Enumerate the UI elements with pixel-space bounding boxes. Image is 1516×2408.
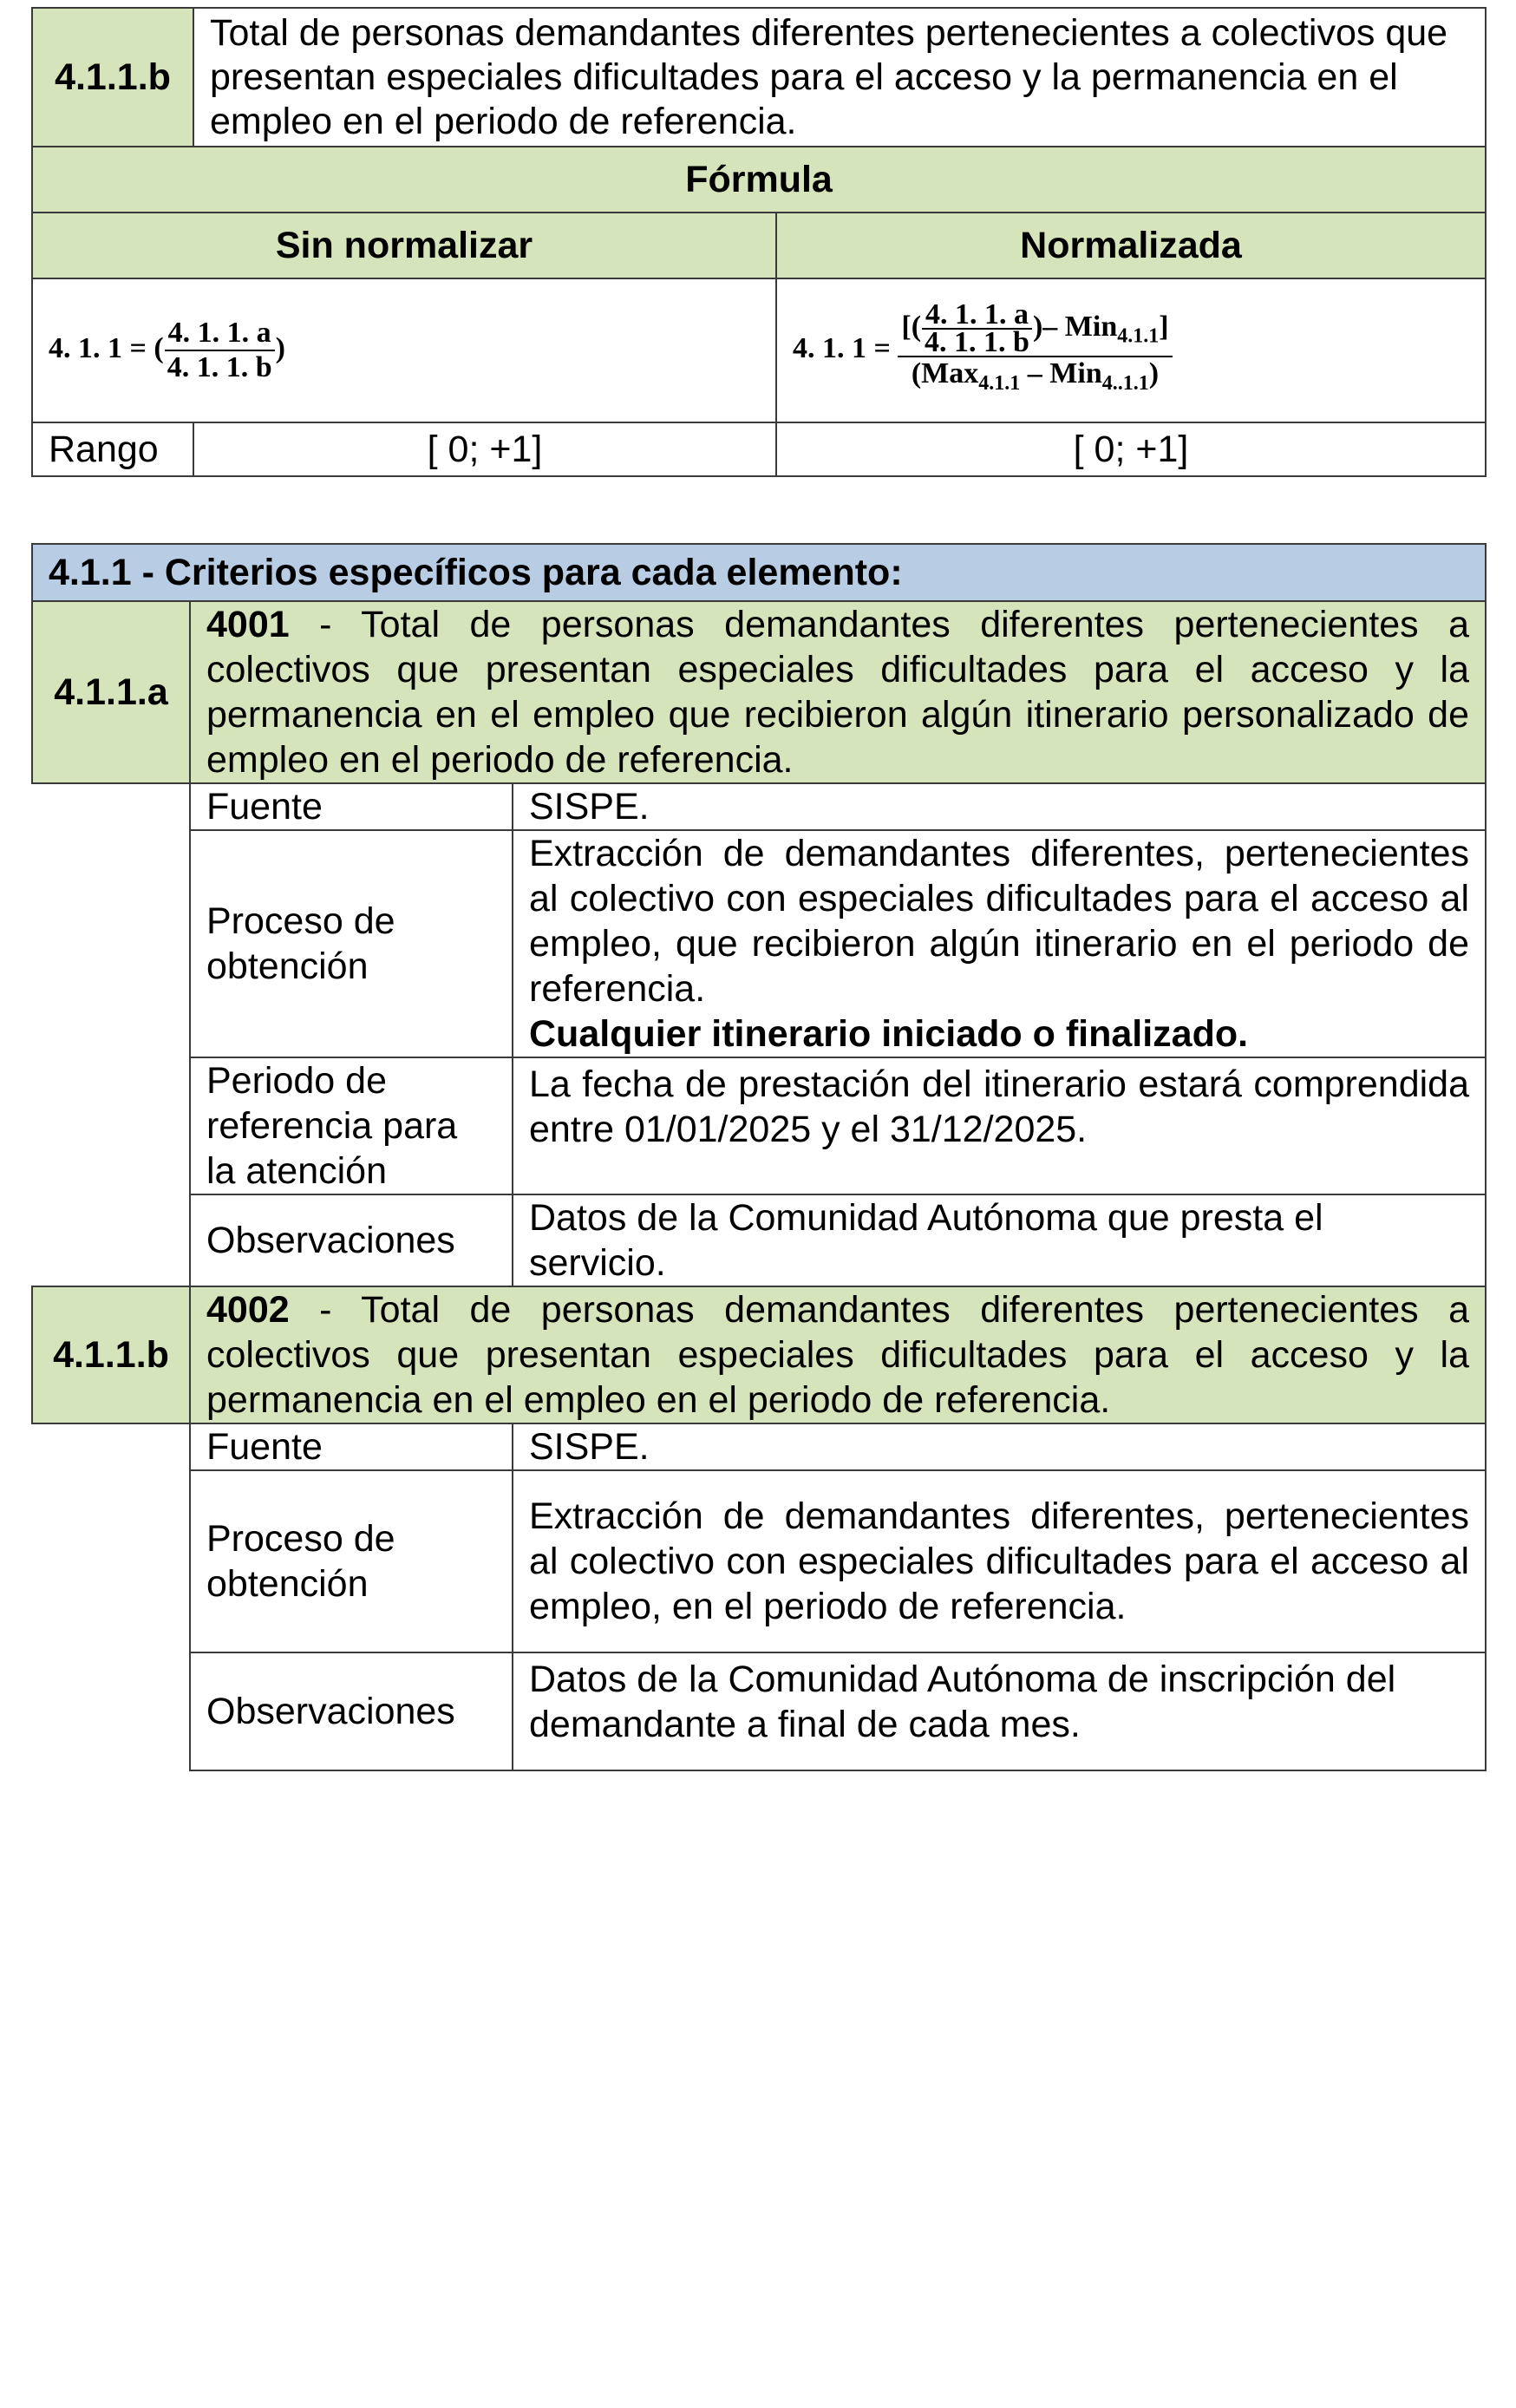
formula-sin-close: ) [275, 331, 285, 364]
fuente-label-a: Fuente [190, 783, 513, 830]
formula-sin-den: 4. 1. 1. b [167, 351, 272, 383]
formula-norm-den-open: (Max [911, 357, 979, 389]
criteria-code-a: 4.1.1.a [32, 601, 190, 783]
spacer [32, 830, 190, 1057]
proceso-value-a [513, 830, 1486, 1057]
formula-norm-den-mid: – Min [1020, 357, 1102, 389]
formula-norm-fraction [898, 298, 1172, 400]
obs-value-b: Datos de la Comunidad Autónoma de inscripción del demandante a final de cada mes. [513, 1652, 1486, 1770]
col-normalizada: Normalizada [776, 213, 1486, 278]
formula-norm-num-sub: 4.1.1 [1117, 324, 1160, 348]
formula-norm-inner-den: 4. 1. 1. b [925, 325, 1029, 358]
proceso-value-b: Extracción de demandantes diferentes, pertenecientes al colectivo con especiales dificultades para el acceso al empleo, en el periodo de referencia. [513, 1470, 1486, 1652]
criteria-table [31, 543, 1487, 1771]
proceso-bold-a: Cualquier itinerario iniciado o finalizado. [529, 1013, 1249, 1055]
rango-normalizada: [ 0; +1] [776, 422, 1486, 476]
formula-norm-num-end: ] [1159, 310, 1169, 343]
indicator-description: Total de personas demandantes diferentes pertenecientes a colectivos que presentan especiales dificultades para el acceso y la permanencia en el empleo en el periodo de referencia. [193, 8, 1486, 147]
fuente-value-a: SISPE. [513, 783, 1486, 830]
obs-value-a: Datos de la Comunidad Autónoma que presta el servicio. [513, 1194, 1486, 1286]
criteria-id-b: 4002 [206, 1289, 290, 1331]
col-sin-normalizar: Sin normalizar [32, 213, 776, 278]
formula-sin-lhs: 4. 1. 1 = ( [49, 331, 164, 364]
indicator-code: 4.1.1.b [32, 8, 193, 147]
spacer [32, 1470, 190, 1652]
formula-norm-den [908, 357, 1162, 400]
obs-label-b: Observaciones [190, 1652, 513, 1770]
formula-normalizada [776, 278, 1486, 422]
criteria-title-a [190, 601, 1486, 783]
criteria-title-b [190, 1286, 1486, 1423]
rango-label: Rango [32, 422, 193, 476]
spacer [32, 1057, 190, 1194]
formula-sin-fraction [164, 317, 276, 384]
criteria-title-text-a: - Total de personas demandantes diferentes pertenecientes a colectivos que presentan especiales dificultades para el acceso y la permanencia en el empleo que recibieron algún itinerario personalizado de empleo en el periodo de referencia. [206, 604, 1470, 781]
formula-norm-den-sub2: 4..1.1 [1101, 371, 1149, 395]
fuente-label-b: Fuente [190, 1423, 513, 1470]
periodo-value-a: La fecha de prestación del itinerario estará comprendida entre 01/01/2025 y el 31/12/2025. [513, 1057, 1486, 1194]
criteria-code-b: 4.1.1.b [32, 1286, 190, 1423]
formula-norm-inner-num: 4. 1. 1. a [922, 302, 1032, 330]
spacer [32, 1652, 190, 1770]
criteria-title-text-b: - Total de personas demandantes diferentes pertenecientes a colectivos que presentan especiales dificultades para el acceso y la permanencia en el empleo en el periodo de referencia. [206, 1289, 1470, 1421]
formula-norm-num [898, 298, 1172, 358]
formula-norm-den-end: ) [1148, 357, 1160, 389]
formula-header: Fórmula [32, 147, 1486, 213]
proceso-label-a: Proceso de obtención [190, 830, 513, 1057]
formula-norm-num-open: [( [901, 310, 922, 343]
formula-sin-num: 4. 1. 1. a [165, 317, 275, 351]
criteria-id-a: 4001 [206, 604, 290, 645]
proceso-text-a: Extracción de demandantes diferentes, pertenecientes al colectivo con especiales dificultades para el acceso al empleo, que recibieron algún itinerario en el periodo de referencia. [529, 833, 1470, 1010]
spacer [32, 783, 190, 830]
spacer [32, 1423, 190, 1470]
criteria-header: 4.1.1 - Criterios específicos para cada elemento: [32, 544, 1486, 601]
formula-norm-den-sub1: 4.1.1 [978, 371, 1021, 395]
rango-sin-normalizar: [ 0; +1] [193, 422, 776, 476]
spacer [32, 1194, 190, 1286]
fuente-value-b: SISPE. [513, 1423, 1486, 1470]
formula-norm-inner-fraction [921, 298, 1033, 358]
obs-label-a: Observaciones [190, 1194, 513, 1286]
indicator-table [31, 7, 1487, 477]
periodo-label-a: Periodo de referencia para la atención [190, 1057, 513, 1194]
formula-sin-normalizar [32, 278, 776, 422]
proceso-label-b: Proceso de obtención [190, 1470, 513, 1652]
formula-norm-lhs: 4. 1. 1 = [793, 331, 891, 364]
formula-norm-num-close: )– Min [1032, 310, 1118, 343]
